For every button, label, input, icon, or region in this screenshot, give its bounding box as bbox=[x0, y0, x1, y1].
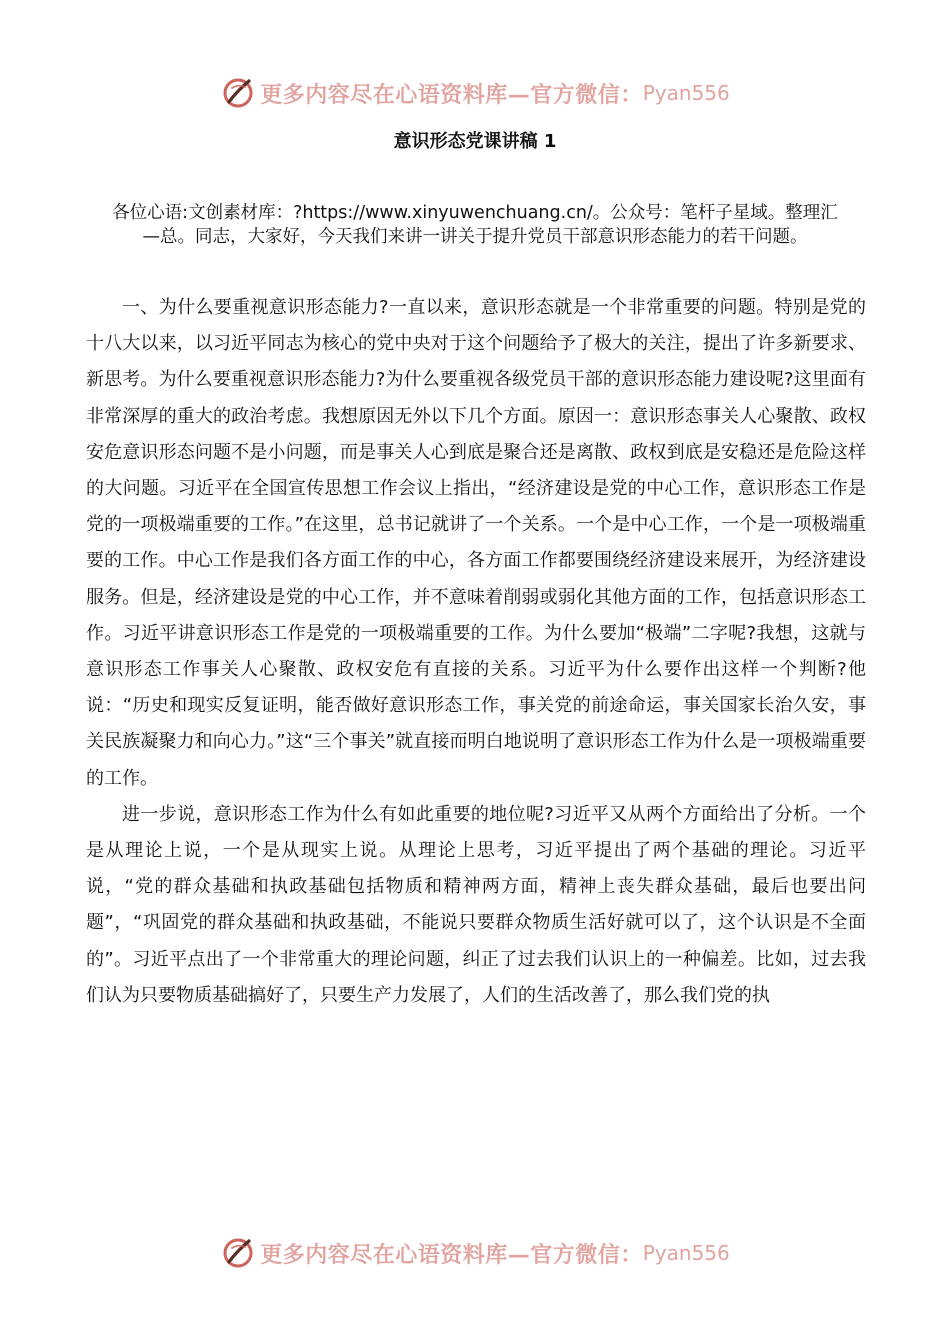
intro-paragraph: 各位心语:文创素材库：?https://www.xinyuwenchuang.cn/。公众号：笔杆子星域。整理汇—总。同志，大家好，今天我们来讲一讲关于提升党员干部意识形态能力的若干问题。 bbox=[112, 203, 838, 247]
banner-text: 更多内容尽在心语资料库—官方微信： bbox=[260, 81, 643, 108]
header-watermark-banner bbox=[0, 71, 950, 115]
brush-logo-icon bbox=[220, 75, 256, 111]
banner-wechat-handle: Pyan556 bbox=[642, 1241, 730, 1265]
document-title: 意识形态党课讲稿 1 bbox=[393, 131, 557, 152]
body-paragraph: 一、为什么要重视意识形态能力?一直以来，意识形态就是一个非常重要的问题。特别是党的十八大以来，以习近平同志为核心的党中央对于这个问题给予了极大的关注，提出了许多新要求、新思考。为什么要重视意识形态能力?为什么要重视各级党员干部的意识形态能力建设呢?这里面有非常深厚的重大的政治考虑。我想原因无外以下几个方面。原因一：意识形态事关人心聚散、政权安危意识形态问题不是小问题，而是事关人心到底是聚合还是离散、政权到底是安稳还是危险这样的大问题。习近平在全国宣传思想工作会议上指出，“经济建设是党的中心工作，意识形态工作是党的一项极端重要的工作。”在这里，总书记就讲了一个关系。一个是中心工作，一个是一项极端重要的工作。中心工作是我们各方面工作的中心，各方面工作都要围绕经济建设来展开，为经济建设服务。但是，经济建设是党的中心工作，并不意味着削弱或弱化其他方面的工作，包括意识形态工作。习近平讲意识形态工作是党的一项极端重要的工作。为什么要加“极端”二字呢?我想，这就与意识形态工作事关人心聚散、政权安危有直接的关系。习近平为什么要作出这样一个判断?他说：“历史和现实反复证明，能否做好意识形态工作，事关党的前途命运，事关国家长治久安，事关民族凝聚力和向心力。”这“三个事关”就直接而明白地说明了意识形态工作为什么是一项极端重要的工作。 bbox=[86, 297, 866, 789]
banner-wechat-handle: Pyan556 bbox=[642, 81, 730, 105]
document-body bbox=[86, 290, 866, 1014]
banner-text: 更多内容尽在心语资料库—官方微信： bbox=[260, 1241, 643, 1268]
footer-watermark-banner bbox=[0, 1231, 950, 1275]
brush-logo-icon bbox=[220, 1235, 256, 1271]
body-paragraph: 进一步说，意识形态工作为什么有如此重要的地位呢?习近平又从两个方面给出了分析。一个是从理论上说，一个是从现实上说。从理论上思考，习近平提出了两个基础的理论。习近平说，“党的群众基础和执政基础包括物质和精神两方面，精神上丧失群众基础，最后也要出问题”，“巩固党的群众基础和执政基础，不能说只要群众物质生活好就可以了，这个认识是不全面的”。习近平点出了一个非常重大的理论问题，纠正了过去我们认识上的一种偏差。比如，过去我们认为只要物质基础搞好了，只要生产力发展了，人们的生活改善了，那么我们党的执 bbox=[86, 803, 866, 1006]
